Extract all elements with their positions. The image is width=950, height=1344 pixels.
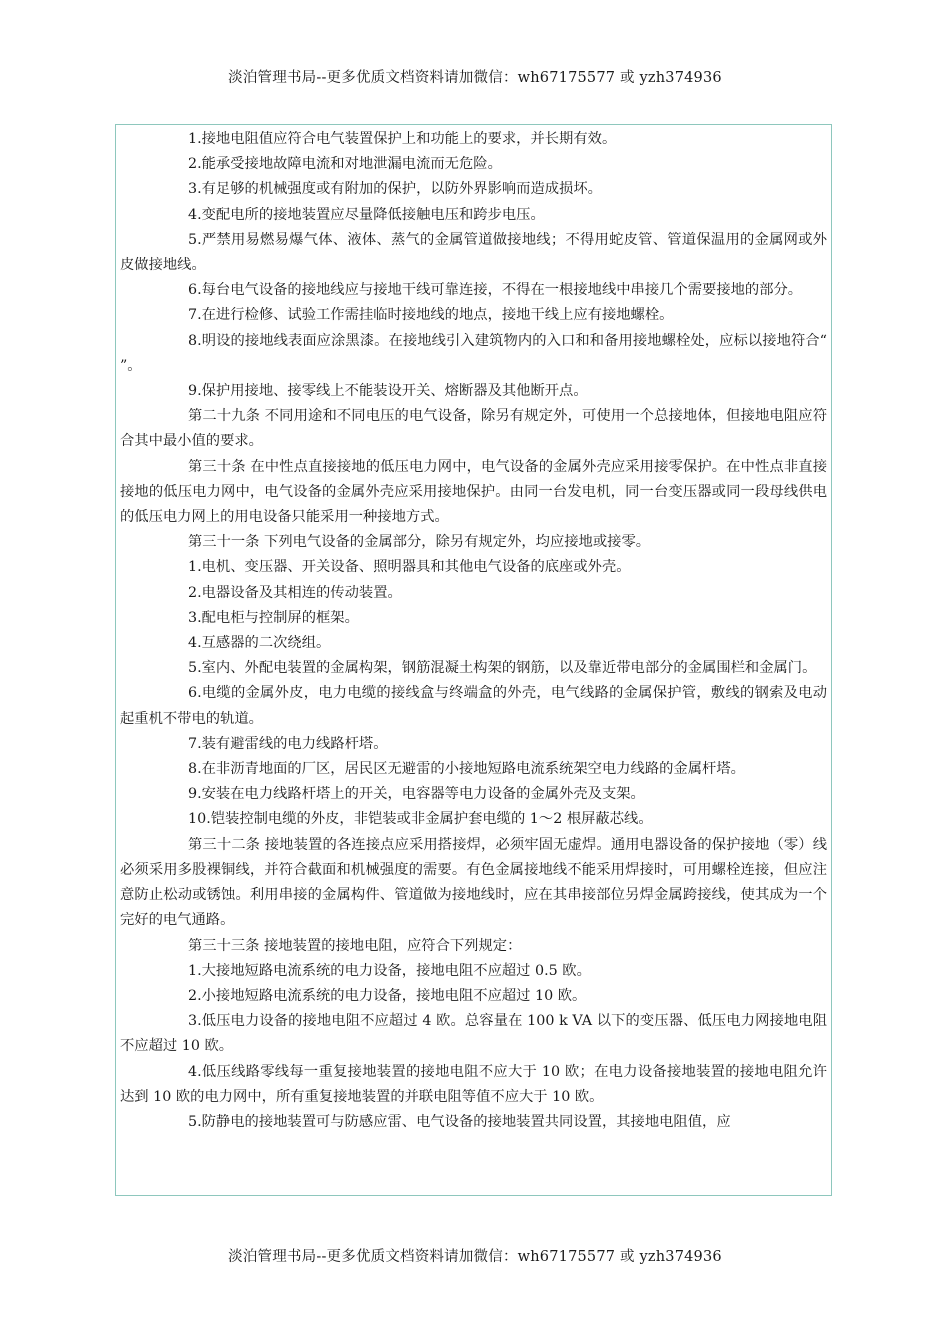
paragraph: 9.保护用接地、接零线上不能装设开关、熔断器及其他断开点。 xyxy=(188,383,588,400)
paragraph: 5.室内、外配电装置的金属构架，钢筋混凝土构架的钢筋，以及靠近带电部分的金属围栏和金属门。 xyxy=(188,660,817,677)
page-header: 淡泊管理书局--更多优质文档资料请加微信：wh67175577 或 yzh374936 xyxy=(228,70,722,86)
paragraph: 4.低压线路零线每一重复接地装置的接地电阻不应大于 10 欧；在电力设备接地装置的接地电阻允许达到 10 欧的电力网中，所有重复接地装置的并联电阻等值不应大于 10 欧。 xyxy=(120,1063,827,1105)
paragraph: 9.安装在电力线路杆塔上的开关，电容器等电力设备的金属外壳及支架。 xyxy=(188,786,645,803)
paragraph: 4.变配电所的接地装置应尽量降低接触电压和跨步电压。 xyxy=(188,206,545,223)
paragraph: 5.严禁用易燃易爆气体、液体、蒸气的金属管道做接地线；不得用蛇皮管、管道保温用的金属网或外皮做接地线。 xyxy=(120,231,827,274)
page-footer: 淡泊管理书局--更多优质文档资料请加微信：wh67175577 或 yzh374936 xyxy=(228,1249,722,1265)
article-33: 第三十三条 接地装置的接地电阻，应符合下列规定： xyxy=(188,937,522,954)
paragraph: 7.装有避雷线的电力线路杆塔。 xyxy=(188,735,388,752)
paragraph: 6.电缆的金属外皮，电力电缆的接线盒与终端盒的外壳，电气线路的金属保护管，敷线的钢索及电动起重机不带电的轨道。 xyxy=(120,685,827,727)
paragraph: 7.在进行检修、试验工作需挂临时接地线的地点，接地干线上应有接地螺栓。 xyxy=(188,307,674,324)
paragraph: 3.低压电力设备的接地电阻不应超过 4 欧。总容量在 100 k VA 以下的变压器、低压电力网接地电阻不应超过 10 欧。 xyxy=(120,1013,827,1055)
paragraph: 1.大接地短路电流系统的电力设备，接地电阻不应超过 0.5 欧。 xyxy=(188,962,591,979)
paragraph: 10.铠装控制电缆的外皮，非铠装或非金属护套电缆的 1～2 根屏蔽芯线。 xyxy=(188,811,653,828)
paragraph: 8.明设的接地线表面应涂黑漆。在接地线引入建筑物内的入口和和备用接地螺栓处，应标以接地符合“ ”。 xyxy=(120,332,827,374)
article-29: 第二十九条 不同用途和不同电压的电气设备，除另有规定外，可使用一个总接地体，但接地电阻应符合其中最小值的要求。 xyxy=(120,408,827,450)
paragraph: 2.小接地短路电流系统的电力设备，接地电阻不应超过 10 欧。 xyxy=(188,987,587,1004)
document-body xyxy=(115,124,832,1196)
paragraph: 3.有足够的机械强度或有附加的保护，以防外界影响而造成损坏。 xyxy=(188,181,602,198)
article-30: 第三十条 在中性点直接接地的低压电力网中，电气设备的金属外壳应采用接零保护。在中性点非直接接地的低压电力网中，电气设备的金属外壳应采用接地保护。由同一台发电机，同一台变压器或同一段母线供电的低压电力网上的用电设备只能采用一种接地方式。 xyxy=(120,458,827,526)
paragraph: 1.电机、变压器、开关设备、照明器具和其他电气设备的底座或外壳。 xyxy=(188,559,631,576)
paragraph: 4.互感器的二次绕组。 xyxy=(188,635,331,652)
paragraph: 1.接地电阻值应符合电气装置保护上和功能上的要求，并长期有效。 xyxy=(188,131,617,147)
article-31: 第三十一条 下列电气设备的金属部分，除另有规定外，均应接地或接零。 xyxy=(188,534,651,551)
paragraph: 2.电器设备及其相连的传动装置。 xyxy=(188,584,402,601)
paragraph: 6.每台电气设备的接地线应与接地干线可靠连接，不得在一根接地线中串接几个需要接地的部分。 xyxy=(188,282,803,299)
paragraph: 3.配电柜与控制屏的框架。 xyxy=(188,609,359,626)
article-32: 第三十二条 接地装置的各连接点应采用搭接焊，必须牢固无虚焊。通用电器设备的保护接地（零）线必须采用多股裸铜线，并符合截面和机械强度的需要。有色金属接地线不能采用焊接时，可用螺栓连接，但应注意防止松动或锈蚀。利用串接的金属构件、管道做为接地线时，应在其串接部位另焊金属跨接线，使其成为一个完好的电气通路。 xyxy=(120,836,827,929)
paragraph: 5.防静电的接地装置可与防感应雷、电气设备的接地装置共同设置，其接地电阻值，应 xyxy=(188,1113,731,1130)
paragraph: 2.能承受接地故障电流和对地泄漏电流而无危险。 xyxy=(188,156,502,173)
paragraph: 8.在非沥青地面的厂区，居民区无避雷的小接地短路电流系统架空电力线路的金属杆塔。 xyxy=(188,761,745,778)
